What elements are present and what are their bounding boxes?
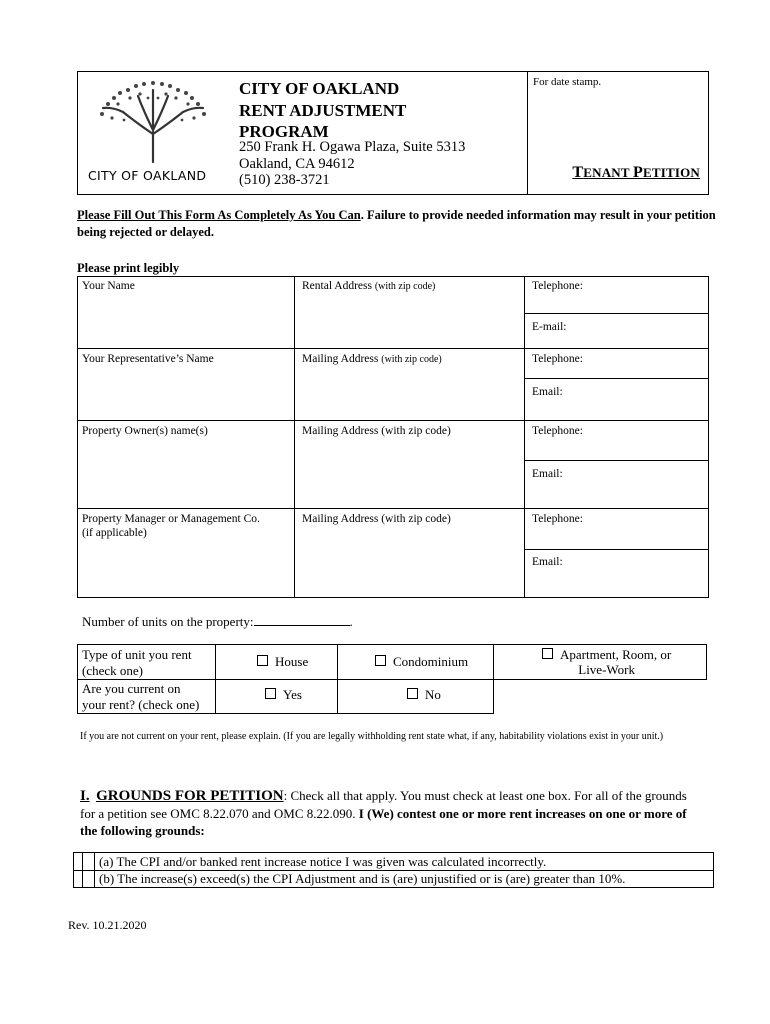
agency-name: CITY OF OAKLAND RENT ADJUSTMENT PROGRAM (239, 79, 407, 141)
ground-item-a: (a) The CPI and/or banked rent increase notice I was given was calculated incorrectly. (99, 854, 547, 869)
contact-grid (77, 276, 709, 598)
representative-name-label: Your Representative’s Name (82, 353, 214, 365)
email-label: Email: (532, 556, 563, 568)
table-border (215, 644, 216, 714)
grid-divider (524, 378, 708, 379)
rental-address-label: Rental Address (with zip code) (302, 280, 436, 292)
agency-address: 250 Frank H. Ogawa Plaza, Suite 5313 Oakland, CA 94612 (510) 238-3721 (239, 139, 466, 188)
section-title: GROUNDS FOR PETITION (96, 788, 284, 804)
telephone-label: Telephone: (532, 513, 583, 525)
grid-divider (78, 348, 708, 349)
print-legibly: Please print legibly (77, 261, 180, 275)
table-border (77, 713, 493, 714)
apartment-checkbox[interactable] (542, 648, 553, 659)
grid-divider (524, 460, 708, 461)
house-option[interactable]: House (257, 654, 308, 670)
ground-a-checkbox[interactable] (83, 854, 94, 870)
telephone-label: Telephone: (532, 280, 583, 292)
table-border (77, 644, 493, 645)
yes-checkbox[interactable] (265, 688, 276, 699)
manager-name-label: Property Manager or Management Co. (if applicable) (82, 513, 260, 539)
unit-type-label: Type of unit you rent (check one) (82, 647, 192, 678)
current-yes-option[interactable]: Yes (265, 687, 302, 703)
table-border (337, 644, 338, 714)
instructions: Please Fill Out This Form As Completely As You Can. Failure to provide needed information may result in your petition being rejected or delayed. (77, 208, 716, 239)
email-label: E-mail: (532, 321, 567, 333)
grounds-section: I. GROUNDS FOR PETITION: Check all that apply. You must check at least one box. For all of the grounds for a petition see OMC 8.22.070 and OMC 8.22.090. I (We) contest one or more rent increases on one or more of the following grounds: (80, 788, 687, 838)
unit-type-table (77, 644, 707, 714)
telephone-label: Telephone: (532, 425, 583, 437)
city-logo (78, 72, 228, 194)
owner-name-label: Property Owner(s) name(s) (82, 425, 208, 437)
revision-date: Rev. 10.21.2020 (68, 918, 147, 932)
email-label: Email: (532, 386, 563, 398)
mailing-address-label: Mailing Address (with zip code) (302, 353, 442, 365)
table-border (77, 679, 493, 680)
grid-divider (78, 420, 708, 421)
header-divider (527, 72, 528, 194)
form-title: TENANT PETITION (572, 164, 700, 181)
table-border (493, 679, 707, 680)
grid-divider (294, 277, 295, 597)
grounds-table (73, 852, 714, 888)
ground-item-b: (b) The increase(s) exceed(s) the CPI Adjustment and is (are) unjustified or is (are) greater than 10%. (99, 871, 626, 886)
mailing-address-label: Mailing Address (with zip code) (302, 513, 451, 525)
current-no-option[interactable]: No (407, 687, 441, 703)
email-label: Email: (532, 468, 563, 480)
header-box (77, 71, 709, 195)
apartment-option[interactable]: Apartment, Room, or Live-Work (542, 647, 671, 677)
house-checkbox[interactable] (257, 655, 268, 666)
logo-text: CITY OF OAKLAND (88, 168, 207, 183)
units-count: Number of units on the property: . (82, 614, 353, 629)
mailing-address-label: Mailing Address (with zip code) (302, 425, 451, 437)
telephone-label: Telephone: (532, 353, 583, 365)
rent-current-label: Are you current on your rent? (check one) (82, 681, 200, 712)
condominium-checkbox[interactable] (375, 655, 386, 666)
no-checkbox[interactable] (407, 688, 418, 699)
table-border (706, 644, 707, 680)
date-stamp-label: For date stamp. (533, 76, 602, 88)
grid-divider (524, 549, 708, 550)
ground-b-checkbox[interactable] (83, 871, 94, 887)
rent-current-note: If you are not current on your rent, please explain. (If you are legally withholding rent state what, if any, habitability violations exist in your unit.) (80, 731, 664, 742)
table-border (77, 644, 78, 714)
oak-tree-icon (78, 72, 228, 168)
grid-divider (78, 508, 708, 509)
condominium-option[interactable]: Condominium (375, 654, 468, 670)
table-border (493, 644, 707, 645)
units-count-field[interactable] (254, 613, 350, 626)
grid-divider (524, 313, 708, 314)
your-name-label: Your Name (82, 280, 135, 292)
